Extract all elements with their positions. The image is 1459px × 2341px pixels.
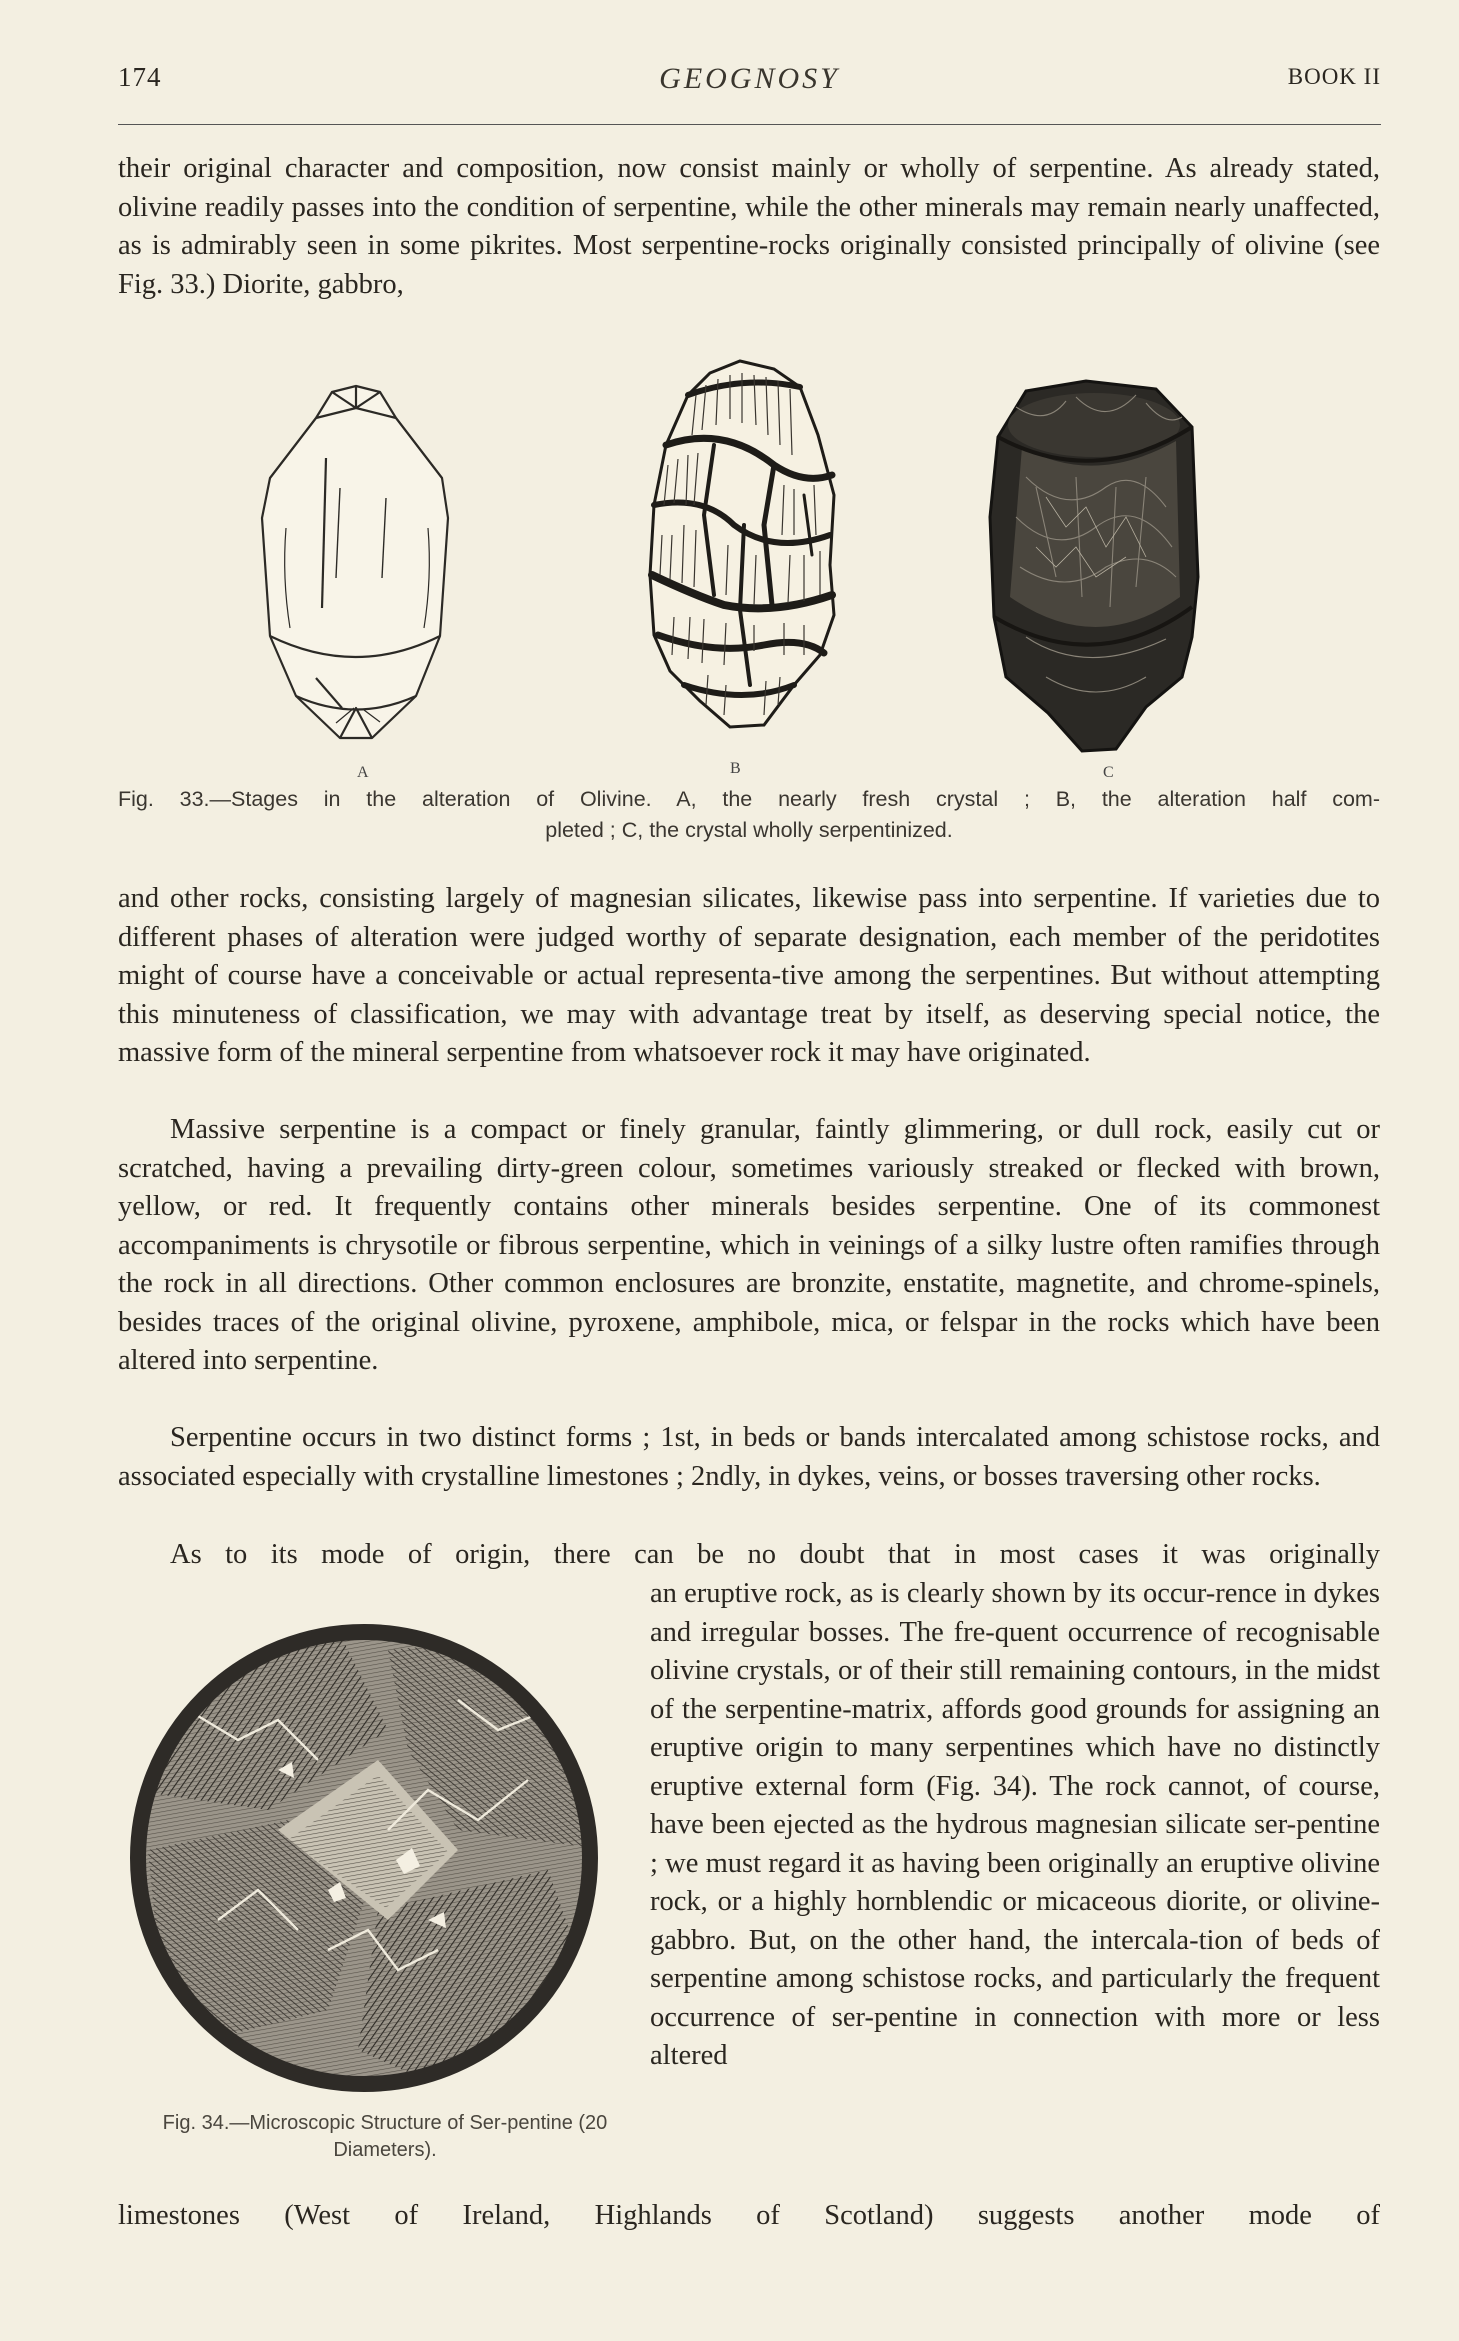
book-label: BOOK II [1287,64,1381,89]
paragraph-5-wrapped: an eruptive rock, as is clearly shown by its occur-rence in dykes and irregular bosses. The fre-quent occurrence of recognisable olivine crystals, or of their still remaining contours, in the midst of the serpentine-matrix, affords good grounds for assigning an eruptive origin to many serpentines which have no distinctly eruptive external form (Fig. 34). The rock cannot, of course, have been ejected as the hydrous magnesian silicate ser-pentine ; we must regard it as having been originally an eruptive olivine rock, or a highly hornblendic or micaceous diorite, or olivine-gabbro. But, on the other hand, the intercala-tion of beds of serpentine among schistose rocks, and particularly the frequent occurrence of ser-pentine in connection with more or less altered [650,1578,1380,2071]
paragraph-4: Serpentine occurs in two distinct forms ; 1st, in beds or bands intercalated among schistose rocks, and associated especially with crystalline limestones ; 2ndly, in dykes, veins, or bosses traversing other rocks. [118,1422,1380,1492]
figure-33-caption-line-2: pleted ; C, the crystal wholly serpentinized. [545,818,953,842]
crystal-a-fresh [256,378,456,753]
crystal-b-half-altered [644,355,844,735]
header-rule [118,124,1381,125]
label-c: C [1103,764,1115,781]
label-b: B [730,760,742,777]
paragraph-5-first-line: As to its mode of origin, there can be no doubt that in most cases it was originally [170,1539,1380,1570]
crystal-c-serpentinized [986,377,1204,759]
paragraph-1: their original character and composition, now consist mainly or wholly of serpentine. As already stated, olivine readily passes into the condition of serpentine, while the other minerals may remain nearly unaffected, as is admirably seen in some pikrites. Most serpentine-rocks originally consisted principally of olivine (see Fig. 33.) Diorite, gabbro, [118,153,1380,300]
paragraph-2: and other rocks, consisting largely of magnesian silicates, likewise pass into serpentine. If varieties due to different phases of alteration were judged worthy of separate designation, each member of the peridotites might of course have a conceivable or actual representa-tive among the serpentines. But without attempting this minuteness of classification, we may with advantage treat by itself, as deserving special notice, the massive form of the mineral serpentine from whatsoever rock it may have originated. [118,883,1380,1068]
figure-33-caption [118,784,1380,846]
paragraph-5-last-line: limestones (West of Ireland, Highlands of Scotland) suggests another mode of [118,2200,1380,2231]
figure-33-caption-line-1: Fig. 33.—Stages in the alteration of Olivine. A, the nearly fresh crystal ; B, the alteration half com- [118,787,1380,811]
figure-34 [128,1590,608,2110]
running-head [118,62,1381,106]
figure-34-caption: Fig. 34.—Microscopic Structure of Ser-pentine (20 Diameters). [162,2112,608,2161]
microscope-view-image [128,1590,608,2110]
label-a: A [357,764,370,781]
paragraph-3: Massive serpentine is a compact or finely granular, faintly glimmering, or dull rock, easily cut or scratched, having a prevailing dirty-green colour, sometimes variously streaked or flecked with brown, yellow, or red. It frequently contains other minerals besides serpentine. One of its commonest accompaniments is chrysotile or fibrous serpentine, which in veinings of a silky lustre often ramifies through the rock in all directions. Other common enclosures are bronzite, enstatite, magnetite, and chrome-spinels, besides traces of the original olivine, pyroxene, amphibole, mica, or felspar in the rocks which have been altered into serpentine. [118,1114,1380,1376]
running-title: GEOGNOSY [659,62,840,95]
page-number: 174 [118,62,162,92]
